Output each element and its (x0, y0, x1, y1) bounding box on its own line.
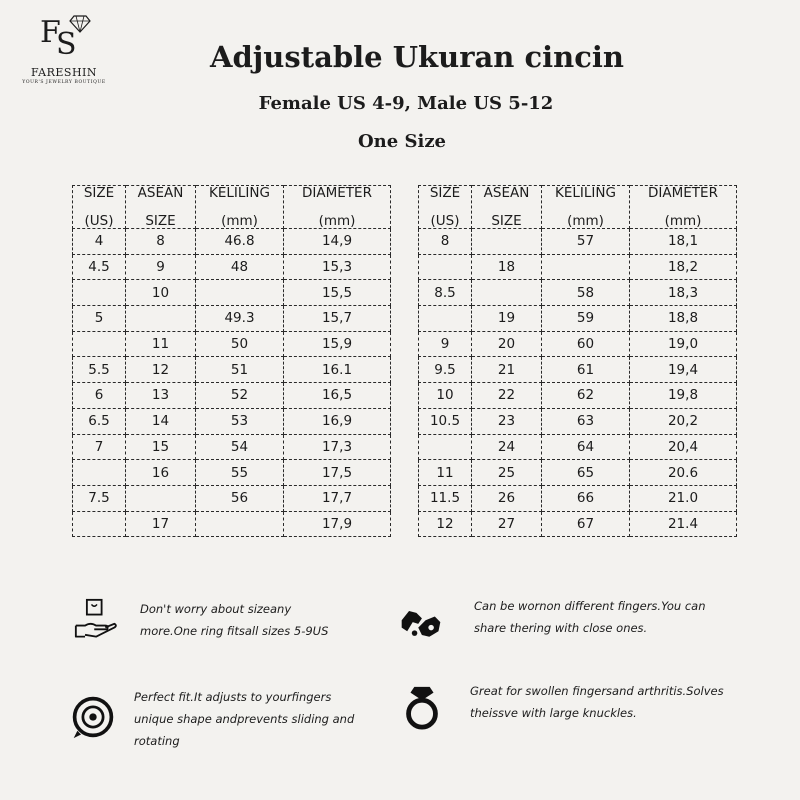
table-row (419, 357, 737, 383)
cell-asean-size (126, 485, 196, 511)
hand-gift-icon (74, 598, 120, 644)
header-keliling: KELILING (mm) (542, 186, 630, 229)
table-row (419, 331, 737, 357)
cell-asean-size: 17 (126, 511, 196, 537)
cell-diameter: 15,5 (284, 280, 391, 306)
cell-keliling: 57 (542, 229, 630, 255)
cell-size-us (419, 306, 472, 332)
cell-asean-size: 14 (126, 408, 196, 434)
cell-size-us: 9.5 (419, 357, 472, 383)
cell-keliling: 54 (196, 434, 284, 460)
table-row (419, 460, 737, 486)
cell-asean-size: 16 (126, 460, 196, 486)
cell-size-us: 5 (73, 306, 126, 332)
cell-asean-size: 15 (126, 434, 196, 460)
cell-asean-size (126, 306, 196, 332)
feature-text: Great for swollen fingersand arthritis.Solves theissve with large knuckles. (470, 684, 724, 720)
cell-diameter: 17,5 (284, 460, 391, 486)
table-row (73, 357, 391, 383)
sign-language-icon (396, 600, 446, 646)
table-header-row (419, 186, 737, 229)
feature-text: Perfect fit.It adjusts to yourfingers unique shape andprevents sliding and rotating (134, 690, 355, 748)
one-size-label: One Size (358, 131, 446, 152)
cell-size-us: 11.5 (419, 485, 472, 511)
cell-keliling: 46.8 (196, 229, 284, 255)
cell-keliling: 55 (196, 460, 284, 486)
table-row (419, 383, 737, 409)
cell-size-us (419, 434, 472, 460)
header-asean-size: ASEAN SIZE (472, 186, 542, 229)
header-keliling: KELILING (mm) (196, 186, 284, 229)
cell-asean-size: 13 (126, 383, 196, 409)
feature-different-fingers (396, 598, 736, 658)
cell-asean-size (472, 229, 542, 255)
cell-diameter: 18,2 (630, 254, 737, 280)
cell-diameter: 17,9 (284, 511, 391, 537)
cell-size-us: 4.5 (73, 254, 126, 280)
cell-asean-size (472, 280, 542, 306)
cell-size-us: 10.5 (419, 408, 472, 434)
page-subtitle: Female US 4-9, Male US 5-12 (258, 93, 554, 114)
table-row (419, 511, 737, 537)
cell-asean-size: 20 (472, 331, 542, 357)
cell-asean-size: 21 (472, 357, 542, 383)
table-row (73, 460, 391, 486)
cell-diameter: 15,7 (284, 306, 391, 332)
cell-keliling: 67 (542, 511, 630, 537)
cell-keliling: 62 (542, 383, 630, 409)
cell-size-us (73, 280, 126, 306)
cell-diameter: 20,4 (630, 434, 737, 460)
header-diameter: DIAMETER (mm) (284, 186, 391, 229)
table-row (73, 511, 391, 537)
cell-asean-size: 24 (472, 434, 542, 460)
cell-asean-size: 18 (472, 254, 542, 280)
cell-keliling: 53 (196, 408, 284, 434)
table-row (73, 254, 391, 280)
cell-size-us: 9 (419, 331, 472, 357)
table-row (419, 485, 737, 511)
cell-asean-size: 11 (126, 331, 196, 357)
cell-asean-size: 25 (472, 460, 542, 486)
table-row (419, 434, 737, 460)
cell-size-us: 7 (73, 434, 126, 460)
cell-diameter: 21.0 (630, 485, 737, 511)
cell-diameter: 16,9 (284, 408, 391, 434)
cell-size-us: 7.5 (73, 485, 126, 511)
cell-size-us: 8 (419, 229, 472, 255)
cell-size-us: 6.5 (73, 408, 126, 434)
cell-diameter: 18,1 (630, 229, 737, 255)
cell-size-us: 12 (419, 511, 472, 537)
brand-tagline: YOUR'S JEWELRY BOUTIQUE (22, 80, 106, 85)
cell-asean-size: 10 (126, 280, 196, 306)
table-row (73, 434, 391, 460)
cell-keliling: 66 (542, 485, 630, 511)
cell-diameter: 18,3 (630, 280, 737, 306)
cell-size-us (419, 254, 472, 280)
cell-keliling: 51 (196, 357, 284, 383)
cell-asean-size: 27 (472, 511, 542, 537)
table-row (73, 408, 391, 434)
table-row (419, 254, 737, 280)
ring-spiral-icon (70, 694, 116, 740)
cell-asean-size: 22 (472, 383, 542, 409)
cell-diameter: 21.4 (630, 511, 737, 537)
cell-size-us: 5.5 (73, 357, 126, 383)
cell-size-us (73, 460, 126, 486)
cell-diameter: 20,2 (630, 408, 737, 434)
cell-asean-size: 26 (472, 485, 542, 511)
page-title: Adjustable Ukuran cincin (210, 40, 624, 74)
table-row (73, 383, 391, 409)
svg-text:F: F (40, 15, 61, 50)
table-row (73, 306, 391, 332)
cell-keliling (196, 280, 284, 306)
cell-keliling: 64 (542, 434, 630, 460)
size-table-left (72, 185, 391, 537)
cell-diameter: 16,5 (284, 383, 391, 409)
feature-text: Don't worry about sizeany more.One ring fitsall sizes 5-9US (140, 602, 329, 638)
cell-size-us: 6 (73, 383, 126, 409)
table-row (419, 280, 737, 306)
cell-diameter: 20.6 (630, 460, 737, 486)
svg-text:S: S (56, 27, 77, 60)
cell-size-us: 8.5 (419, 280, 472, 306)
cell-diameter: 15,3 (284, 254, 391, 280)
cell-keliling: 60 (542, 331, 630, 357)
header-size-us: SIZE (US) (419, 186, 472, 229)
header-diameter: DIAMETER (mm) (630, 186, 737, 229)
table-row (73, 485, 391, 511)
cell-keliling: 48 (196, 254, 284, 280)
feature-perfect-fit (70, 688, 390, 758)
cell-keliling (196, 511, 284, 537)
table-row (419, 408, 737, 434)
cell-keliling: 58 (542, 280, 630, 306)
cell-size-us: 10 (419, 383, 472, 409)
cell-keliling: 61 (542, 357, 630, 383)
cell-keliling: 59 (542, 306, 630, 332)
cell-keliling: 52 (196, 383, 284, 409)
cell-diameter: 14,9 (284, 229, 391, 255)
cell-asean-size: 23 (472, 408, 542, 434)
cell-diameter: 19,8 (630, 383, 737, 409)
cell-asean-size: 9 (126, 254, 196, 280)
cell-diameter: 17,7 (284, 485, 391, 511)
feature-text: Can be wornon different fingers.You can share thering with close ones. (474, 599, 706, 635)
table-row (73, 229, 391, 255)
table-row (419, 306, 737, 332)
cell-diameter: 16.1 (284, 357, 391, 383)
cell-keliling: 50 (196, 331, 284, 357)
table-row (73, 331, 391, 357)
cell-diameter: 19,0 (630, 331, 737, 357)
cell-keliling: 56 (196, 485, 284, 511)
diamond-ring-icon (398, 682, 446, 732)
header-asean-size: ASEAN SIZE (126, 186, 196, 229)
cell-keliling: 63 (542, 408, 630, 434)
table-row (73, 280, 391, 306)
feature-one-size (74, 598, 374, 658)
cell-diameter: 17,3 (284, 434, 391, 460)
header-size-us: SIZE (US) (73, 186, 126, 229)
cell-asean-size: 12 (126, 357, 196, 383)
cell-size-us (73, 331, 126, 357)
feature-arthritis (396, 682, 736, 742)
cell-keliling: 49.3 (196, 306, 284, 332)
cell-keliling (542, 254, 630, 280)
cell-size-us: 4 (73, 229, 126, 255)
brand-name: FARESHIN (30, 66, 98, 79)
table-row (419, 229, 737, 255)
cell-diameter: 19,4 (630, 357, 737, 383)
cell-asean-size: 19 (472, 306, 542, 332)
cell-asean-size: 8 (126, 229, 196, 255)
cell-diameter: 18,8 (630, 306, 737, 332)
table-header-row (73, 186, 391, 229)
cell-size-us (73, 511, 126, 537)
cell-diameter: 15,9 (284, 331, 391, 357)
cell-keliling: 65 (542, 460, 630, 486)
size-table-right (418, 185, 737, 537)
cell-size-us: 11 (419, 460, 472, 486)
